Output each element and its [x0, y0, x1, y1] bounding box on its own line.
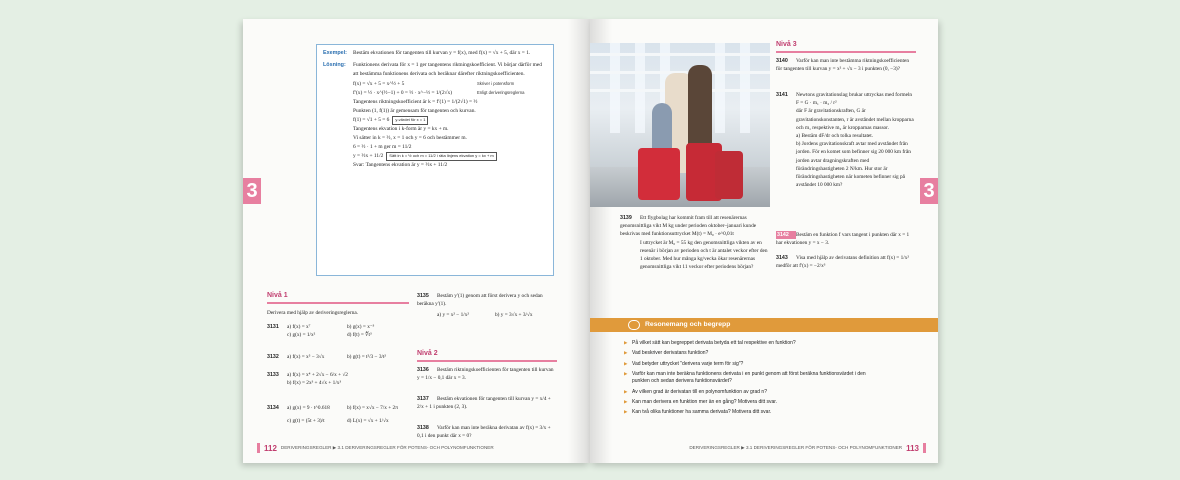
speech-bubble-icon	[628, 320, 640, 330]
page-number: 112	[264, 443, 277, 453]
solution-step: Tangentens ekvation i k-form är y = kx + m.	[353, 126, 449, 133]
exercise-3136: 3136 Bestäm riktningskoefficienten för tangenten till kurvan y = 1/x − 0,1 där x = 3.	[417, 367, 554, 382]
heading-niva-2: Nivå 2	[417, 350, 438, 357]
example-box	[316, 44, 554, 276]
niva-1-intro: Derivera med hjälp av deriveringsreglerna.	[267, 310, 359, 316]
list-item: ▶ Varför kan man inte beräkna funktionens derivata i en punkt genom att först beräkna funktionsvärdet i den punkten och sedan derivera funktionsvärdet?	[624, 371, 874, 385]
chapter-tab: 3	[243, 178, 261, 204]
list-item: ▶ Kan två olika funktioner ha samma derivata? Motivera ditt svar.	[624, 409, 874, 416]
list-item: ▶ Kan man derivera en funktion mer än en gång? Motivera ditt svar.	[624, 399, 874, 406]
list-item: ▶ På vilket sätt kan begreppet derivata betyda ett tal respektive en funktion?	[624, 340, 874, 347]
exercise-3133: 3133 a) f(x) = x⁴ + 2√x − 6/x + √2 b) f(x) = 2x³ + 4√x + 1/x³	[267, 372, 348, 387]
resonemang-header	[590, 318, 938, 332]
solution-step: f(x) = √x + 5 = x^½ + 5 Skriver i potensform	[353, 81, 515, 88]
example-label: Exempel:	[323, 50, 347, 56]
solution-step: f(1) = √1 + 5 = 6 y-värdet för x = 1	[353, 116, 547, 125]
resonemang-list	[624, 340, 874, 420]
exercise-3142: 3142 Bestäm en funktion f vars tangent i punkten där x = 1 har ekvationen y = x − 3.	[776, 232, 910, 247]
solution-step: f′(x) = ½ · x^(½−1) + 0 = ½ · x^−½ = 1/(2√x) Enligt deriveringsreglerna	[353, 90, 525, 97]
solution-step: Vi sätter in k = ½, x = 1 och y = 6 och bestämmer m.	[353, 135, 467, 142]
solution-answer: Svar: Tangentens ekvation är y = ½x + 11/2	[353, 162, 448, 169]
airport-photo	[590, 43, 770, 207]
page-112	[243, 19, 590, 463]
footer-text: DERIVERINGSREGLER ▶ 3.1 DERIVERINGSREGLER FÖR POTENS- OCH POLYNOMFUNKTIONER	[689, 445, 903, 450]
exercise-3135: 3135 Bestäm y′(1) genom att först derivera y och sedan beräkna y′(1). a) y = x² − 1/x² b) y = 3√x + 3/√x	[417, 293, 543, 319]
solution-step: Tangentens riktningskoefficient är k = f′(1) = 1/(2√1) = ½	[353, 99, 478, 106]
footer-text: DERIVERINGSREGLER ▶ 3.1 DERIVERINGSREGLER FÖR POTENS- OCH POLYNOMFUNKTIONER	[280, 445, 494, 450]
solution-step: 6 = ½ · 1 + m ger m = 11/2	[353, 144, 412, 151]
exercise-3134: 3134 a) g(x) = 9 · t^0.618 b) f(x) = x√x − 7/x + 2π c) g(t) = (5t + 3)/t d) L(x) = √x + 1/√x	[267, 405, 398, 425]
list-item: ▶ Vad betyder uttrycket "derivera varje term för sig"?	[624, 361, 874, 368]
solution-text: Funktionens derivata för x = 1 ger tangentens riktningskoefficient. Vi börjar därför med att bestämma funktionens derivata och beräknar därefter riktningskoefficienten.	[353, 62, 542, 77]
page-footer-left	[257, 443, 494, 453]
exercise-3140: 3140 Varför kan man inte bestämma riktningskoefficienten för tangenten till kurvan y = x² + √x − 3 i punkten (0, −3)?	[776, 58, 910, 73]
list-item: ▶ Vad beskriver derivatans funktion?	[624, 350, 874, 357]
exercise-3139: 3139 Ett flygbolag har kommit fram till att resenärernas genomsnittliga vikt M kg under perioden oktober–januari kunde beskrivas med funktionsuttrycket M(t) = M₀ · e^0,01t I uttrycket är M₀ = 55 kg den genomsnittliga vikten av en resenär i början av perioden och t är antalet veckor efter den 1 oktober. Med hur många kg/vecka ökar resenärernas genomsnittliga vikt 11 veckor efter periodens början?	[620, 215, 768, 271]
heading-niva-3: Nivå 3	[776, 41, 797, 48]
chapter-tab: 3	[920, 178, 938, 204]
exercise-3131: 3131 a) f(x) = x⁷ b) g(x) = x⁻³ c) g(x) = 1/x² d) f(t) = ∜t³	[267, 324, 375, 339]
page-113	[590, 19, 938, 463]
solution-step: y = ½x + 11/2 Sätt in k = ½ och m = 11/2 i räta linjens ekvation y = kx + m	[353, 152, 547, 161]
open-textbook	[243, 19, 938, 463]
list-item: ▶ Av vilken grad är derivatan till en polynomfunktion av grad n?	[624, 389, 874, 396]
example-text: Bestäm ekvationen för tangenten till kurvan y = f(x), med f(x) = √x + 5, där x = 1.	[353, 50, 531, 56]
exercise-3138: 3138 Varför kan man inte beräkna derivatan av f(x) = 3/x + 0,1 i den punkt där x = 0?	[417, 425, 551, 440]
page-footer-right	[689, 443, 926, 453]
step-note: y-värdet för x = 1	[392, 116, 428, 124]
resonemang-title: Resonemang och begrepp	[645, 321, 731, 328]
heading-niva-1: Nivå 1	[267, 292, 288, 299]
exercise-3143: 3143 Visa med hjälp av derivatans definition att f(x) = 1/x² medför att f′(x) = −2/x³	[776, 255, 909, 270]
exercise-3137: 3137 Bestäm ekvationen för tangenten till kurvan y = x/4 + 2/x + 1 i punkten (2, 3).	[417, 396, 551, 411]
solution-steps	[353, 80, 547, 170]
step-note: Sätt in k = ½ och m = 11/2 i räta linjens ekvation y = kx + m	[386, 152, 496, 160]
solution-step: Punkten (1, f(1)) är gemensam för tangenten och kurvan.	[353, 108, 476, 115]
page-number: 113	[906, 443, 919, 453]
exercise-3141: 3141 Newtons gravitationslag brukar uttryckas med formeln F = G · m₁ · m₂ / r² där F är gravitationskraften, G är gravitationskonstanten, r är avståndet mellan kropparna och m₁ respektive m₂ är kropparnas massor. a) Bestäm dF/dr och tolka resultatet. b) Jordens gravitationskraft avtar med avståndet från jorden. För en komet som befinner sig 20 000 km från jorden avtar dragningskraften med förändringshastigheten 2 N/km. Hur stor är förändringshastigheten när kometen befinner sig på avståndet 10 000 km?	[776, 92, 914, 189]
exercise-3132: 3132 a) f(x) = x⁵ − 3√x b) g(t) = t²/3 − 3/t²	[267, 354, 387, 360]
solution-label: Lösning:	[323, 62, 346, 69]
